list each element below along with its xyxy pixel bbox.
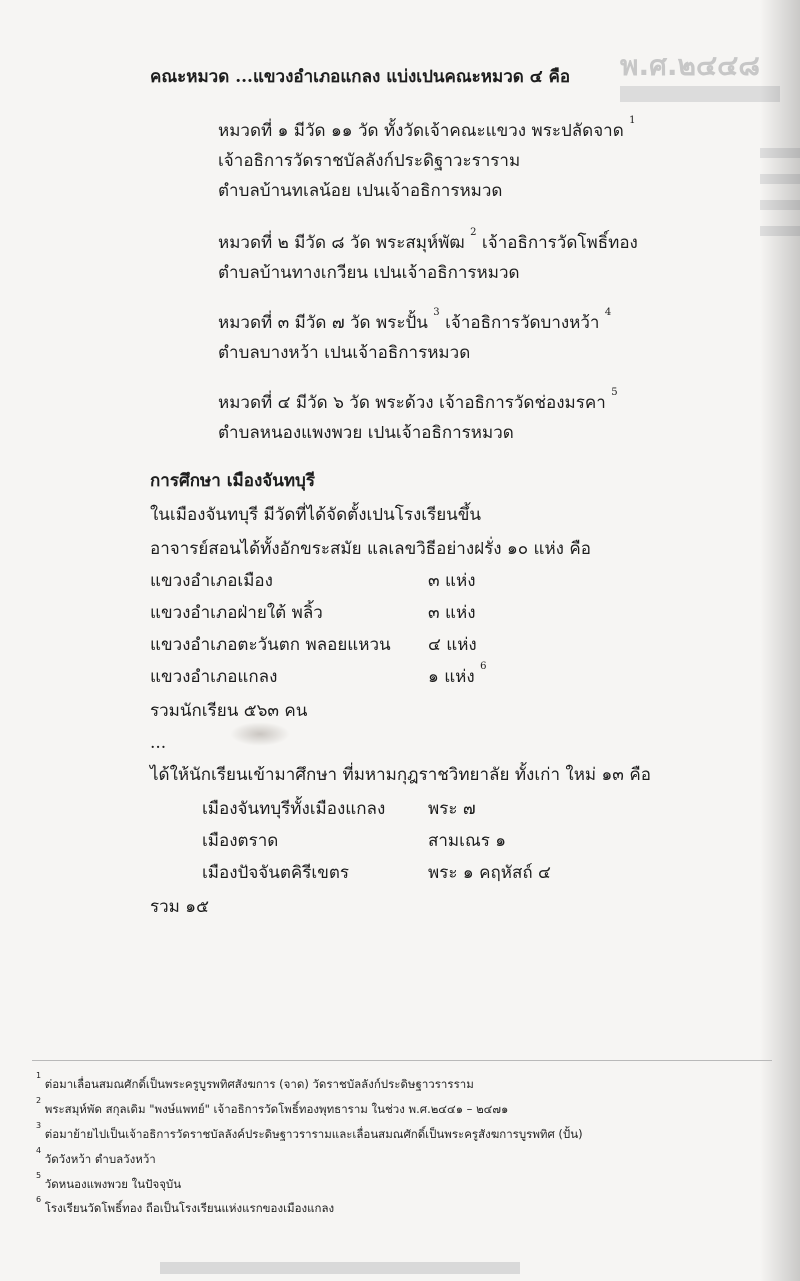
footnote-ref-2: 2 [470, 227, 477, 239]
group1-line1: หมวดที่ ๑ มีวัด ๑๑ วัด ทั้งวัดเจ้าคณะแขวง พระปลัดจาด $^1$ [218, 115, 636, 141]
grand-total: รวม ๑๕ [150, 897, 209, 917]
district-count: ๓ แห่ง [428, 571, 476, 591]
footnote-1: $^1$ ต่อมาเลื่อนสมณศักดิ์เป็นพระครูบูรพทิศสังฆการ (จาด) วัดราชบัลลังก์ประดิษฐาวรารราม [36, 1071, 474, 1091]
footnote-3: $^3$ ต่อมาย้ายไปเป็นเจ้าอธิการวัดราชบัลลังค์ประดิษฐาวรารามและเลื่อนสมณศักดิ์เป็นพระครูสังฆการบูรพทิศ (ปั้น) [36, 1121, 583, 1141]
section2-heading: การศึกษา เมืองจันทบุรี [150, 471, 315, 491]
district-count: ๑ แห่ง $^6$ [428, 661, 487, 687]
group3-line1: หมวดที่ ๓ มีวัด ๗ วัด พระปั้น $^3$ เจ้าอธิการวัดบางหว้า $^4$ [218, 307, 612, 333]
section2-para1: ในเมืองจันทบุรี มีวัดที่ได้จัดตั้งเปนโรงเรียนขึ้น [150, 505, 482, 525]
footnote-5: $^5$ วัดหนองแพงพวย ในปัจจุบัน [36, 1171, 182, 1191]
footnote-ref-4: 4 [604, 307, 612, 319]
district-name: แขวงอำเภอเมือง [150, 571, 273, 591]
district-name: แขวงอำเภอตะวันตก พลอยแหวน [150, 635, 391, 655]
group4-line1: หมวดที่ ๔ มีวัด ๖ วัด พระด้วง เจ้าอธิการวัดช่องมรคา $^5$ [218, 387, 618, 413]
section2-para2: อาจารย์สอนได้ทั้งอักขระสมัย แลเลขวิธีอย่างฝรั่ง ๑๐ แห่ง คือ [150, 539, 591, 559]
footnote-ref-5: 5 [611, 387, 618, 399]
footnote-4: $^4$ วัดวังหว้า ตำบลวังหว้า [36, 1146, 156, 1166]
place-name: เมืองจันทบุรีทั้งเมืองแกลง [202, 799, 386, 819]
district-count: ๔ แห่ง [428, 635, 477, 655]
footnote-ref-1: 1 [629, 115, 636, 127]
place-name: เมืองตราด [202, 831, 279, 851]
group3-line2: ตำบลบางหว้า เปนเจ้าอธิการหมวด [218, 343, 471, 363]
footnote-ref-6: 6 [480, 661, 487, 673]
ink-smudge [230, 722, 290, 746]
students-total: รวมนักเรียน ๕๖๓ คน [150, 701, 308, 721]
place-count: สามเณร ๑ [428, 831, 507, 851]
footnote-6: $^6$ โรงเรียนวัดโพธิ์ทอง ถือเป็นโรงเรียนแห่งแรกของเมืองแกลง [36, 1195, 335, 1215]
section1-heading: คณะหมวด ...แขวงอำเภอแกลง แบ่งเปนคณะหมวด ๔ คือ [150, 67, 571, 87]
place-name: เมืองปัจจันตคิรีเขตร [202, 863, 350, 883]
district-name: แขวงอำเภอฝ่ายใต้ พลิ้ว [150, 603, 323, 623]
place-count: พระ ๑ คฤหัสถ์ ๔ [428, 863, 551, 883]
footnote-ref-3: 3 [433, 307, 440, 319]
group1-line2: เจ้าอธิการวัดราชบัลลังก์ประดิฐาวะราราม [218, 151, 521, 171]
ellipsis: ... [150, 733, 167, 753]
cut-off-bottom-text [160, 1262, 520, 1274]
group1-line3: ตำบลบ้านทเลน้อย เปนเจ้าอธิการหมวด [218, 181, 503, 201]
bleed-through-header: พ.ศ.๒๔๔๘ [620, 49, 760, 82]
place-count: พระ ๗ [428, 799, 476, 819]
group2-line1: หมวดที่ ๒ มีวัด ๘ วัด พระสมุห์พัฒ $^2$ เจ้าอธิการวัดโพธิ์ทอง [218, 227, 638, 253]
bleed-through-subtitle [620, 86, 780, 102]
footnote-divider [32, 1060, 772, 1061]
footnote-2: $^2$ พระสมุห์พัด สกุลเดิม "พงษ์แพทย์" เจ้าอธิการวัดโพธิ์ทองพุทธาราม ในช่วง พ.ศ.๒๔๔๑ – ๒๔๗๑ [36, 1096, 509, 1116]
group2-line2: ตำบลบ้านทางเกวียน เปนเจ้าอธิการหมวด [218, 263, 520, 283]
section2-para3: ได้ให้นักเรียนเข้ามาศึกษา ที่มหามกุฎราชวิทยาลัย ทั้งเก่า ใหม่ ๑๓ คือ [150, 765, 651, 785]
district-name: แขวงอำเภอแกลง [150, 667, 278, 687]
page-edge-shadow [760, 0, 800, 1281]
group4-line2: ตำบลหนองแพงพวย เปนเจ้าอธิการหมวด [218, 423, 514, 443]
district-count: ๓ แห่ง [428, 603, 476, 623]
